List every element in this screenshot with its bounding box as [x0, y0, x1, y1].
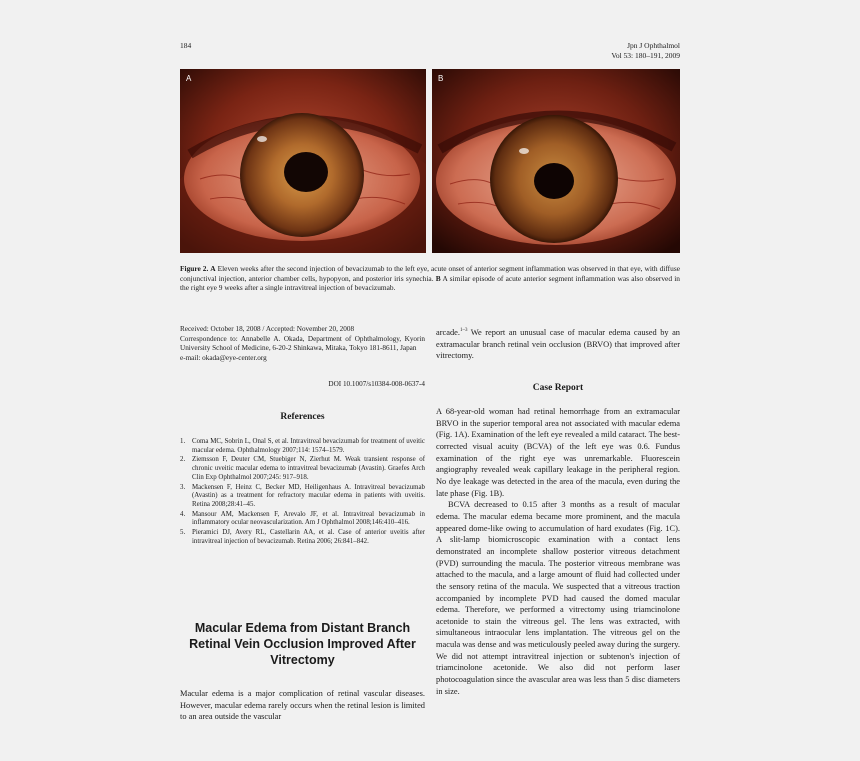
reference-text: Pieramici DJ, Avery RL, Castellarin AA, et al. Case of anterior uveitis after intravitreal injection of bevacizumab. Retina 2006; 26:841–842. [192, 529, 425, 545]
references-list [180, 438, 425, 547]
reference-item [180, 456, 425, 482]
reference-number: 3. [180, 483, 186, 491]
caption-a-tag: A [210, 264, 216, 273]
eye-photo-a [180, 69, 426, 253]
reference-item [180, 484, 425, 510]
journal-header [560, 41, 680, 61]
references-heading: References [280, 412, 325, 422]
correspondence: Correspondence to: Annabelle A. Okada, Department of Ophthalmology, Kyorin University School of Medicine, 6-20-2 Shinkawa, Mitaka, Tokyo 181-8611, Japan [180, 334, 425, 353]
caption-label: Figure 2. [180, 264, 209, 273]
citation-superscript: 1–3 [459, 328, 468, 333]
doi: DOI 10.1007/s10384-008-0637-4 [328, 380, 425, 388]
reference-text: Ziemsson F, Deuter CM, Stuebiger N, Zierhut M. Weak transient response of chronic uveitic macular edema to intravitreal bevacizumab (Avastin). Graefes Arch Clin Exp Ophthalmol 2007;245: 917–918. [192, 456, 425, 481]
journal-volume: Vol 53: 180–191, 2009 [611, 51, 680, 60]
panel-b-label: B [438, 74, 444, 83]
reference-number: 4. [180, 510, 186, 518]
caption-a-text: Eleven weeks after the second injection of bevacizumab to the left eye, acute onset of anterior segment inflammation was observed in that eye, with diffuse conjunctival injection, anterior chamber cells, hypopyon, and posterior iris synechia. [180, 264, 680, 283]
eye-photo-b [432, 69, 680, 253]
reference-number: 1. [180, 438, 186, 445]
panel-a-label: A [186, 74, 192, 83]
received-dates: Received: October 18, 2008 / Accepted: November 20, 2008 [180, 325, 355, 333]
caption-b-tag: B [435, 273, 441, 283]
intro-cont-start: arcade. [436, 327, 460, 337]
case-report-body [436, 406, 680, 697]
article-meta [180, 325, 425, 363]
reference-text: Mansour AM, Mackensen F, Arevalo JF, et al. Intravitreal bevacizumab in inflammatory ocular neovascularization. Am J Ophthalmol 2008;146:410–416. [192, 510, 425, 527]
reference-text: Coma MC, Sobrin L, Onal S, et al. Intravitreal bevacizumab for treatment of uveitic macular edema. Ophthalmology 2007;114: 1574–1579. [192, 438, 425, 454]
reference-item [180, 529, 425, 546]
case-report-heading: Case Report [532, 383, 584, 393]
intro-continuation [436, 325, 680, 362]
figure-panel-a [180, 69, 426, 253]
article-title: Macular Edema from Distant Branch Retinal Vein Occlusion Improved After Vitrectomy [189, 621, 416, 667]
reference-item [180, 438, 425, 455]
caption-b-text: A similar episode of acute anterior segment inflammation was also observed in the right eye 9 weeks after a single intravitreal injection of bevacizumab. [180, 273, 680, 293]
figure-caption [180, 264, 680, 293]
intro-cont-rest: We report an unusual case of macular edema caused by an extramacular branch retinal vein occlusion (BRVO) that improved after vitrectomy. [436, 327, 680, 361]
figure-panel-b [432, 69, 680, 253]
reference-number: 5. [180, 529, 186, 537]
reference-number: 2. [180, 456, 186, 464]
reference-item [180, 511, 425, 528]
page-number: 184 [180, 41, 192, 50]
email: e-mail: okada@eye-center.org [180, 353, 267, 362]
article-intro: Macular edema is a major complication of retinal vascular diseases. However, macular edema rarely occurs when the retinal lesion is limited to an area outside the vascular [180, 689, 425, 722]
case-paragraph-2: BCVA decreased to 0.15 after 3 months as a result of macular edema. The macular edema became more prominent, and the macula appeared dome-like owing to accumulation of hard exudates (Fig. 1C). A slit-lamp biomicroscopic examination with a contact lens demonstrated an incomplete shallow posterior vitreous detachment (PVD) surrounding the macula. The posterior vitreous membrane was attached to the macula, and a large amount of fluid had collected under the sensory retina of the macula. We suspected that a vitreous traction accompanied by incomplete PVD had caused the domed macular edema. Therefore, we performed a vitrectomy using triamcinolone acetonide to stain the vitreous gel. The lens was extracted, with simultaneous intraocular lens implantation. The vitreous gel on the macula was dense and was meticulously peeled away during the surgery. We did not attempt intravitreal injection or subtenon's injection of triamcinolone acetonide. We also did not perform laser photocoagulation since the avascular area was less than 5 disc diameters in size. [436, 500, 680, 696]
reference-text: Mackensen F, Heinz C, Becker MD, Heiligenhaus A. Intravitreal bevacizumab (Avastin) as a treatment for refractory macular edema in patients with uveitis. Retina 2008;28:41–45. [192, 483, 425, 508]
journal-name: Jpn J Ophthalmol [627, 41, 680, 50]
case-paragraph-1: A 68-year-old woman had retinal hemorrhage from an extramacular BRVO in the superior temporal area not associated with macular edema (Fig. 1A). Examination of the left eye revealed a mild cataract. The best-corrected visual acuity (BCVA) of the left eye was 0.6. Fundus examination of the right eye was unremarkable. Fluorescein angiography revealed weak capillary leakage in the peripheral region. No dye leakage was detected in the area of the macula, even during the late phase (Fig. 1B). [436, 407, 680, 498]
